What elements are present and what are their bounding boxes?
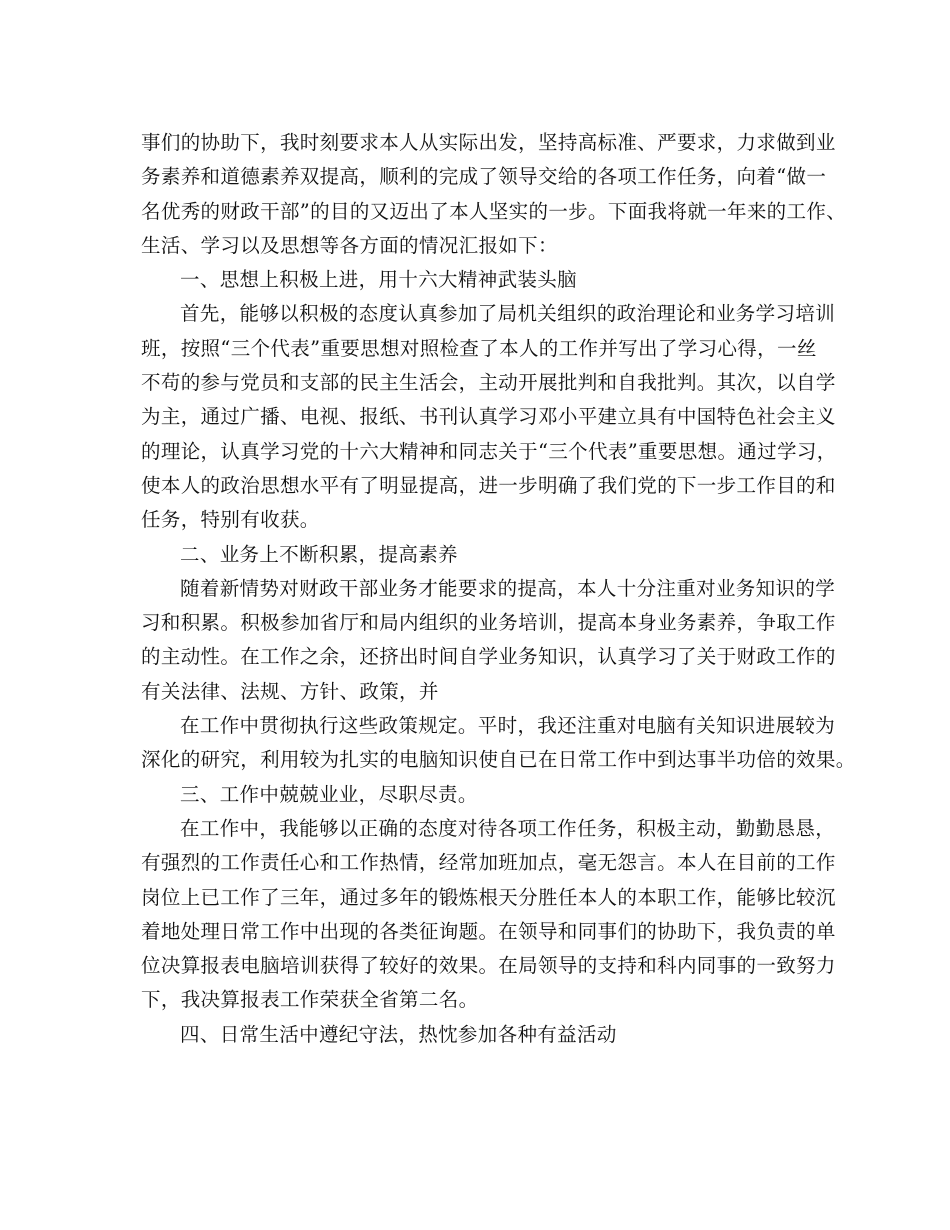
text-line: 不苟的参与党员和支部的民主生活会，主动开展批判和自我批判。其次，以自学 [141, 371, 836, 395]
document-body [141, 126, 856, 1052]
text-line: 着地处理日常工作中出现的各类征询题。在领导和同事们的协助下，我负责的单 [141, 919, 836, 943]
section-heading: 三、工作中兢兢业业，尽职尽责。 [180, 782, 478, 806]
text-line: 的主动性。在工作之余，还挤出时间自学业务知识，认真学习了关于财政工作的 [141, 645, 836, 669]
text-line: 生活、学习以及思想等各方面的情况汇报如下： [141, 233, 558, 257]
text-line: 首先，能够以积极的态度认真参加了局机关组织的政治理论和业务学习培训 [180, 302, 836, 326]
text-line: 务素养和道德素养双提高，顺利的完成了领导交给的各项工作任务，向着“做一 [141, 165, 827, 189]
text-line: 班，按照“三个代表”重要思想对照检查了本人的工作并写出了学习心得，一丝 [141, 336, 817, 360]
text-line: 有关法律、法规、方针、政策，并 [141, 679, 439, 703]
text-line: 有强烈的工作责任心和工作热情，经常加班加点，毫无怨言。本人在目前的工作 [141, 851, 836, 875]
text-line: 的理论，认真学习党的十六大精神和同志关于“三个代表”重要思想。通过学习， [141, 439, 837, 463]
text-line: 习和积累。积极参加省厅和局内组织的业务培训，提高本身业务素养，争取工作 [141, 611, 836, 635]
section-heading: 二、业务上不断积累，提高素养 [180, 542, 458, 566]
section-heading: 四、日常生活中遵纪守法，热忱参加各种有益活动 [180, 1022, 617, 1046]
text-line: 在工作中，我能够以正确的态度对待各项工作任务，积极主动，勤勤恳恳， [180, 816, 836, 840]
text-line: 岗位上已工作了三年，通过多年的锻炼根天分胜任本人的本职工作，能够比较沉 [141, 885, 836, 909]
section-heading: 一、思想上积极上进，用十六大精神武装头脑 [180, 268, 578, 292]
text-line: 在工作中贯彻执行这些政策规定。平时，我还注重对电脑有关知识进展较为 [180, 714, 836, 738]
text-line: 名优秀的财政干部”的目的又迈出了本人坚实的一步。下面我将就一年来的工作、 [141, 199, 847, 223]
text-line: 位决算报表电脑培训获得了较好的效果。在局领导的支持和科内同事的一致努力 [141, 954, 836, 978]
text-line: 随着新情势对财政干部业务才能要求的提高，本人十分注重对业务知识的学 [180, 576, 836, 600]
text-line: 任务，特别有收获。 [141, 508, 320, 532]
text-line: 深化的研究，利用较为扎实的电脑知识使自已在日常工作中到达事半功倍的效果。 [141, 748, 856, 772]
text-line: 事们的协助下，我时刻要求本人从实际出发，坚持高标准、严要求，力求做到业 [141, 131, 836, 154]
text-line: 下，我决算报表工作荣获全省第二名。 [141, 988, 479, 1012]
text-line: 使本人的政治思想水平有了明显提高，进一步明确了我们党的下一步工作目的和 [141, 473, 836, 497]
text-line: 为主，通过广播、电视、报纸、书刊认真学习邓小平建立具有中国特色社会主义 [141, 405, 836, 429]
